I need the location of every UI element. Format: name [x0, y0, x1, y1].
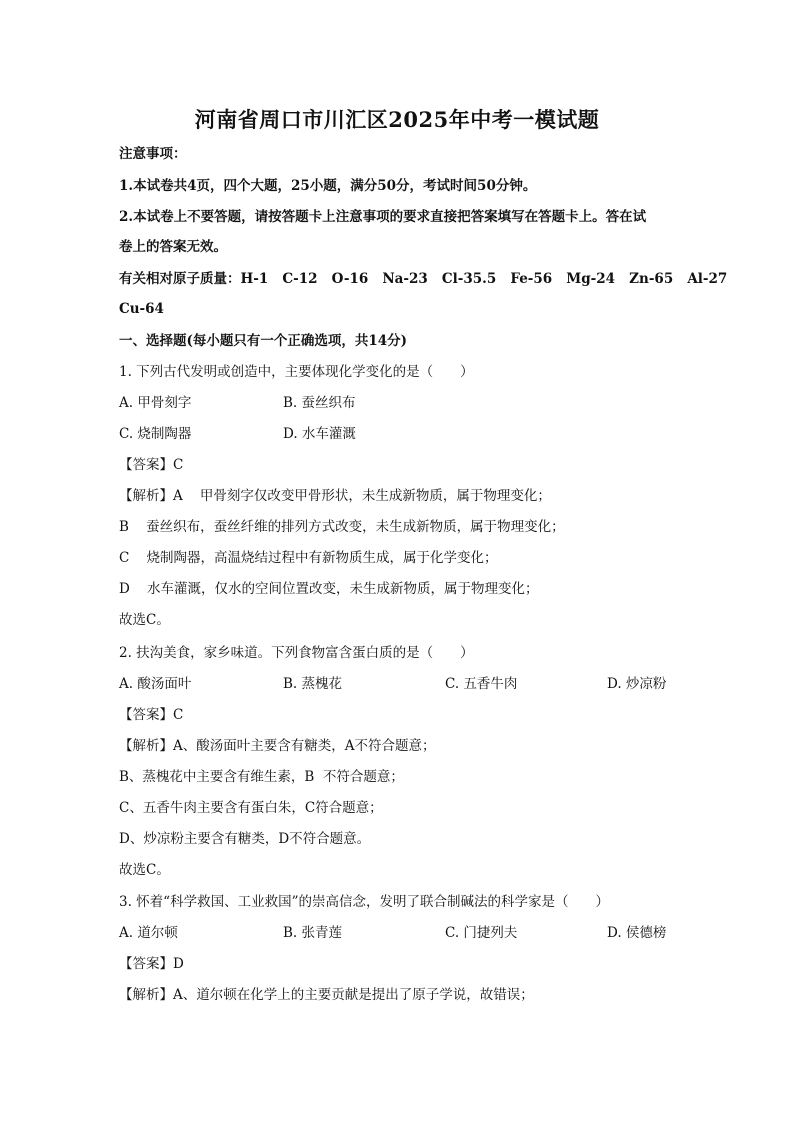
q2-analysis-1: 【解析】A、酸汤面叶主要含有糖类，A不符合题意；	[119, 738, 436, 754]
q1-analysis-4: D 水车灌溉，仅水的空间位置改变，未生成新物质，属于物理变化；	[119, 581, 539, 597]
q1-analysis-1: 【解析】A 甲骨刻字仅改变甲骨形状，未生成新物质，属于物理变化；	[119, 488, 551, 504]
notice-item-1: 1.本试卷共4页，四个大题，25小题，满分50分，考试时间50分钟。	[119, 178, 537, 194]
analysis-label: 【解析】	[119, 488, 173, 504]
q3-option-b: B. 张青莲	[283, 925, 343, 941]
analysis-label: 【解析】	[119, 987, 173, 1003]
section-heading: 一、选择题(每小题只有一个正确选项，共14分)	[119, 333, 408, 349]
q1-option-c: C. 烧制陶器	[119, 426, 192, 442]
question-1-stem: 1. 下列古代发明或创造中，主要体现化学变化的是（ ）	[119, 364, 474, 380]
q2-option-c: C. 五香牛肉	[445, 676, 518, 692]
q1-option-a: A. 甲骨刻字	[119, 395, 192, 411]
q2-analysis-2: B、蒸槐花中主要含有维生素，B 不符合题意；	[119, 769, 404, 785]
q1-conclusion: 故选C。	[119, 612, 170, 628]
question-3-stem: 3. 怀着“科学救国、工业救国”的崇高信念，发明了联合制碱法的科学家是（ ）	[119, 894, 609, 910]
q1-answer: 【答案】C	[119, 457, 184, 473]
question-2-stem: 2. 扶沟美食，家乡味道。下列食物富含蛋白质的是（ ）	[119, 645, 474, 661]
q2-option-a: A. 酸汤面叶	[119, 676, 192, 692]
q1-option-d: D. 水车灌溉	[283, 426, 356, 442]
q1-analysis-2: B 蚕丝织布，蚕丝纤维的排列方式改变，未生成新物质，属于物理变化；	[119, 519, 565, 535]
atomic-mass-line-2: Cu-64	[119, 301, 164, 317]
q1-option-b: B. 蚕丝织布	[283, 395, 356, 411]
q3-option-c: C. 门捷列夫	[445, 925, 518, 941]
page-title: 河南省周口市川汇区2025年中考一模试题	[194, 107, 600, 132]
q2-analysis-3: C、五香牛肉主要含有蛋白朱，C符合题意；	[119, 800, 383, 816]
q3-option-d: D. 侯德榜	[607, 925, 667, 941]
notice-item-2-cont: 卷上的答案无效。	[119, 239, 227, 255]
notice-item-2: 2.本试卷上不要答题，请按答题卡上注意事项的要求直接把答案填写在答题卡上。答在试	[119, 209, 647, 225]
analysis-label: 【解析】	[119, 738, 173, 754]
atomic-mass-line-1: 有关相对原子质量：H-1 C-12 O-16 Na-23 Cl-35.5 Fe-56 Mg-24 Zn-65 Al-27	[119, 271, 728, 287]
q2-conclusion: 故选C。	[119, 862, 170, 878]
q3-answer: 【答案】D	[119, 956, 184, 972]
q2-analysis-4: D、炒凉粉主要含有糖类，D不符合题意。	[119, 831, 371, 847]
q3-option-a: A. 道尔顿	[119, 925, 178, 941]
q1-analysis-3: C 烧制陶器，高温烧结过程中有新物质生成，属于化学变化；	[119, 550, 498, 566]
q2-option-d: D. 炒凉粉	[607, 676, 667, 692]
q2-answer: 【答案】C	[119, 707, 184, 723]
q2-option-b: B. 蒸槐花	[283, 676, 343, 692]
q3-analysis-1: 【解析】A、道尔顿在化学上的主要贡献是提出了原子学说，故错误；	[119, 987, 534, 1003]
notice-heading: 注意事项：	[119, 146, 187, 162]
